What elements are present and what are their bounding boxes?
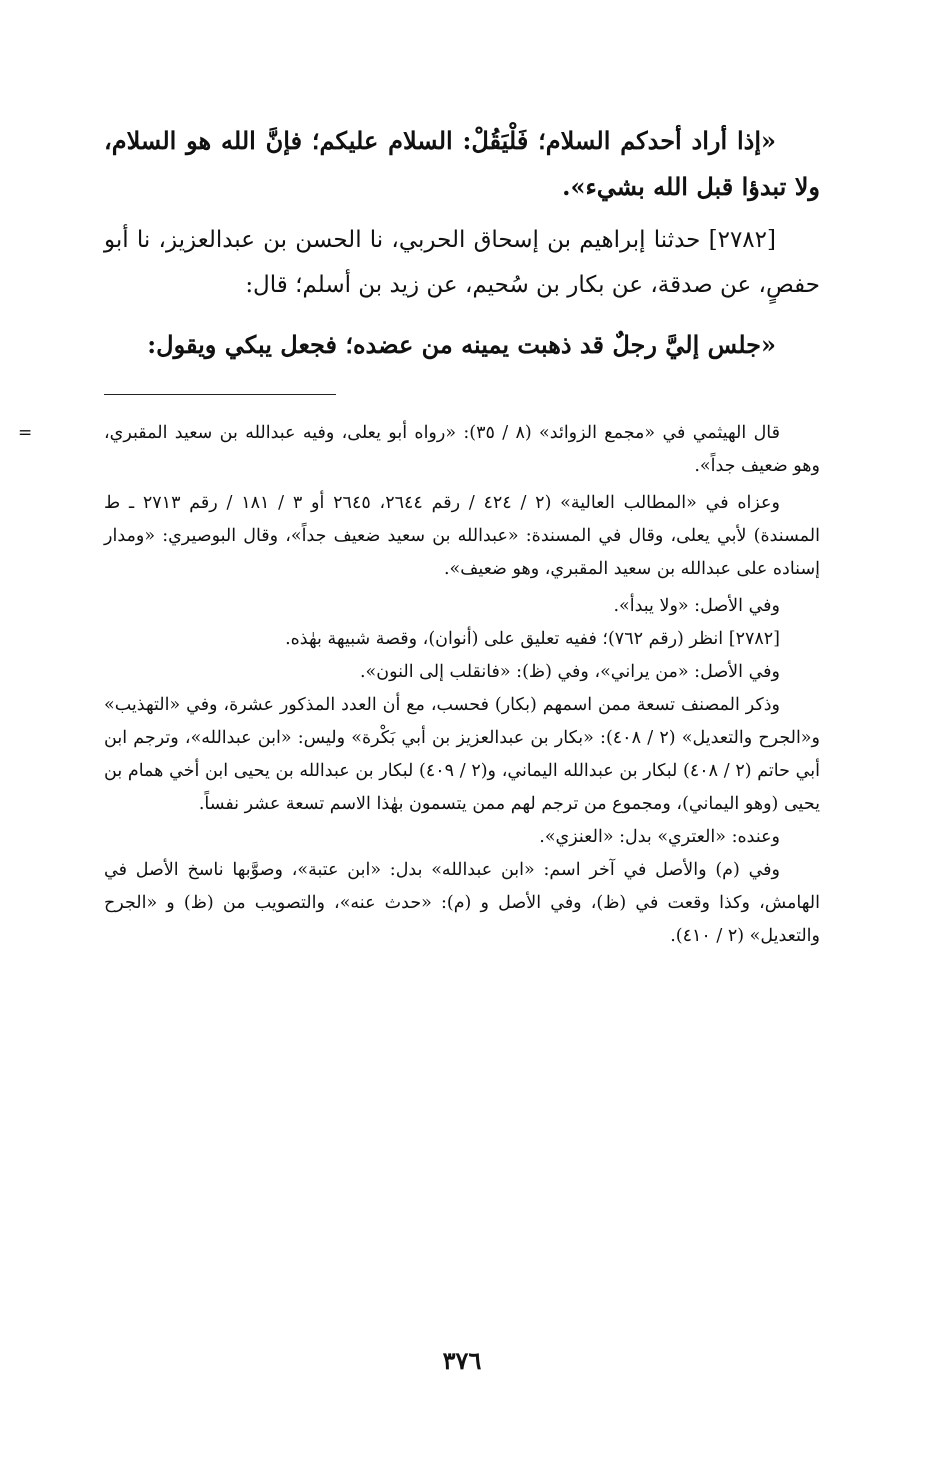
footnote-paragraph: وفي الأصل: «ولا يبدأ». [613,596,780,616]
footnote-continuation [18,417,820,483]
footnote-text: قال الهيثمي في «مجمع الزوائد» (٨ / ٣٥): «رواه أبو يعلى، وفيه عبدالله بن سعيد المقبري، وهو ضعيف جداً». [104,423,820,476]
footnote-paragraph: وفي الأصل: «من يراني»، وفي (ظ): «فانقلب إلى النون». [359,662,780,682]
main-text [104,118,820,368]
page-number: ٣٧٦ [442,1346,482,1375]
footnote-paragraph: وعزاه في «المطالب العالية» (٢ / ٤٢٤ / رقم ٢٦٤٤، ٢٦٤٥ أو ٣ / ١٨١ / رقم ٢٧١٣ ـ ط المسندة) لأبي يعلى، وقال في المسندة: «عبدالله بن سعيد ضعيف جداً»، وقال البوصيري: «ومدار إسناده على عبدالله بن سعيد المقبري، وهو ضعيف». [104,493,820,579]
footnote-separator [104,394,336,395]
footnotes [18,417,820,953]
book-page [18,118,820,1458]
footnote-paragraph: وذكر المصنف تسعة ممن اسمهم (بكار) فحسب، مع أن العدد المذكور عشرة، وفي «التهذيب» و«الجرح والتعديل» (٢ / ٤٠٨): «بكار بن عبدالعزيز بن أبي بَكْرة» وليس: «ابن عبدالله»، وترجم ابن أبي حاتم (٢ / ٤٠٨) لبكار بن عبدالله اليماني، و(٢ / ٤٠٩) لبكار بن عبدالله بن يحيى ابن أخي همام بن يحيى (وهو اليماني)، ومجموع من ترجم لهم ممن يتسمون بهٰذا الاسم تسعة عشر نفساً. [104,695,820,814]
hadith-quote-2782: «جلس إليَّ رجلٌ قد ذهبت يمينه من عضده؛ فجعل يبكي ويقول: [147,330,776,359]
hadith-isnad-2782: [٢٧٨٢] حدثنا إبراهيم بن إسحاق الحربي، نا الحسن بن عبدالعزيز، نا أبو حفصٍ، عن صدقة، عن بكار بن سُحيم، عن زيد بن أسلم؛ قال: [104,227,820,298]
footnote-paragraph: وفي (م) والأصل في آخر اسم: «ابن عبدالله» بدل: «ابن عتبة»، وصوَّبها ناسخ الأصل في الهامش، وكذا وقعت في (ظ)، وفي الأصل و (م): «حدث عنه»، والتصويب من (ظ) و «الجرح والتعديل» (٢ / ٤١٠). [104,860,820,946]
continuation-marker: = [18,423,33,443]
footnote-paragraph: [٢٧٨٢] انظر (رقم ٧٦٢)؛ ففيه تعليق على (أنوان)، وقصة شبيهة بهٰذه. [285,629,780,649]
hadith-quote-salam: «إذا أراد أحدكم السلام؛ فَلْيَقُلْ: السلام عليكم؛ فإنَّ الله هو السلام، ولا تبدؤا قبل الله بشيء». [104,126,820,201]
footnote-paragraph: وعنده: «العتري» بدل: «العنزي». [539,827,780,847]
